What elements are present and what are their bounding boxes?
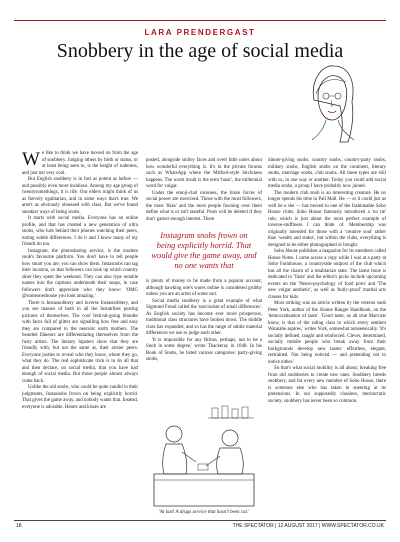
- headline: Snobbery in the age of social media: [56, 40, 344, 62]
- article-column-2: [146, 158, 262, 364]
- paragraph: It starts with social media. Everyone has an online profile, and that has created a new generation of ultra snobs, who lurk behind their phones watching their peers, noting subtle differences. I do it and I know many of my friends do too.: [22, 216, 138, 247]
- paragraph: is plenty of money to be made from a popular account, although hawking one's wares online is considered grubby unless you are an artist of some sort.: [146, 279, 262, 297]
- paragraph: Soho House publishes a magazine for its members called House Notes. I came across a copy while I was at a party at Soho Farmhouse, a countryside outpost of the club which has all the charm of a totalitarian state. The latest issue is dedicated to 'Taste' and the editor's picks include upcoming events on the 'Neuro-psychology of food porn' and 'The new vulgar aesthetic', as well as 'bully-proof' martial arts classes for kids.: [268, 249, 386, 300]
- paragraph: Unlike the old snobs, who could be quite candid in their judgments, Instasnobs frown on being explicitly horrid. That gives the game away, and nobody wants that. Instead, everyone is adorable. Hearts and kisses are: [22, 385, 138, 410]
- article-column-3: [268, 158, 386, 405]
- paragraph: posted, alongside smiley faces and overt little notes about how wonderful everything is. It's in the private forums such as WhatsApp where the Mitford-style bitchiness happens. The worst insult is the term 'basic', the millennial word for vulgar.: [146, 158, 262, 189]
- paragraph: 'It is impossible for any Briton, perhaps, not to be a Snob in some degree,' wrote Thackeray in 1848. In his Book of Snobs, he listed various categories: party-giving snobs,: [146, 337, 262, 362]
- issue-line: THE SPECTATOR | 12 AUGUST 2017 | WWW.SPECTATOR.CO.UK: [232, 523, 384, 529]
- cartoon-caption: 'At last! A drugs service that hasn't been cut.': [158, 510, 250, 515]
- paragraph: Social media snobbery is a great example of what Sigmund Freud called the 'narcissism of small differences'. As English society has become ever more prosperous, traditional class structures have broken down. The middle class has expanded, and so has the range of subtle material differences we use to judge each other.: [146, 298, 262, 336]
- byline: LARA PRENDERGAST: [144, 28, 256, 37]
- paragraph: Instagram, the photosharing service, is the modern snob's favourite platform. You don't have to tell people how smart you are; you can show them. Instasnobs can tag their location, so that followers can look up which country skier they spent the weekend. They can also type notable names into the captions underneath their snaps, in case followers don't appreciate who they know: 'OMG @someoneshouse you look amazing.': [22, 248, 138, 299]
- cartoon-illustration: [146, 392, 262, 516]
- paragraph: There is Instasnobbery and inverse Instasnobbery, and you see masses of both in all the Instatribes posting pictures of themselves. The cool festival-going blondes with faces full of glitter are signalling how free and easy they are compared to the neurotic earth mothers. The bearded flâneurs are differentiating themselves from the fusty artists. The literary hipsters show that they are friendly with, but not the same as, their artsier peers. Everyone jostles to reveal who they know, where they go, what they do. The real sophisticate trick is to do all that and then declare, on social media, that you have had enough of social media. But those people almost always come back.: [22, 300, 138, 384]
- paragraph: Most striking was an article written by the veteran snob Peter York, author of the Sloane Ranger Handbook, on the 'democratisation of taste'. 'Good taste, as all true Marxists know, is that of the ruling class to which every sentient Wannabe aspires,' writes York, somewhat nonsensically. 'It's socially defined, taught and reinforced. Clever, determined, socially mobile people who break away from their backgrounds develop new tastes: effortless, elegant, restrained. Not being noticed — and pretending not to notice either.': [268, 301, 386, 365]
- paragraph: So that's what social mobility is all about; breaking free from old snobberies to create new ones. Snobbery breeds snobbery, and for every new member of Soho House, there is someone else who has taken to sneering at its pretensions. In our supposedly classless, meritocratic society, snobbery has never been so common.: [268, 366, 386, 404]
- page-number: 18: [16, 523, 22, 529]
- paragraph: dinner-giving snobs, country snobs, country-party snobs, military snobs, English snobs on the continent, literary snobs, marriage snobs, club snobs. All these types are still with us, in one way or another. Today you could add social media snobs, a group I have probably now joined.: [268, 158, 386, 189]
- paragraph: But English snobbery is in fact as potent as before — and possibly even more insidious. Among my age group of twentysomethings, it is rife. Our elders might think of us as fiercely egalitarian, and in some ways that's true. We aren't as obviously obsessed with class. But we've found sneakier ways of being snobs.: [22, 177, 138, 215]
- paragraph: e like to think we have moved on from the age of snobbery. Judging others by birth or status, or at least being seen to, is the height of rudeness, and just not very cool.: [22, 151, 138, 176]
- author-portrait: [300, 60, 362, 146]
- pull-quote: Instagram snobs frown on being explicitly horrid. That would give the game away, and no one wants that: [151, 231, 257, 270]
- footer-rule: [14, 520, 386, 521]
- paragraph: The modern club snob is an interesting creature. He no longer spends his time in Pall Mall. He — or it could just as well be a she — has moved to one of the fashionable Soho House clubs. Soho House famously introduced a 'no tie' rule, which is just about the most perfect example of inverse-stuffiness I can think of. Membership was originally intended for those with a 'creative soul' rather than 'wealth and status', but within the clubs, everything is designed to be either photographed or bought.: [268, 190, 386, 248]
- article-column-1: [22, 151, 138, 411]
- paragraph: Under the emoji-clad niceness, the brute forces of social power are exercised. Those with the most followers, the most 'likes' and the most people fawning over them define what is or isn't tasteful. Posts will be deleted if they don't garner enough interest. There: [146, 190, 262, 222]
- drop-cap: W: [22, 149, 40, 170]
- top-rule: [14, 20, 386, 21]
